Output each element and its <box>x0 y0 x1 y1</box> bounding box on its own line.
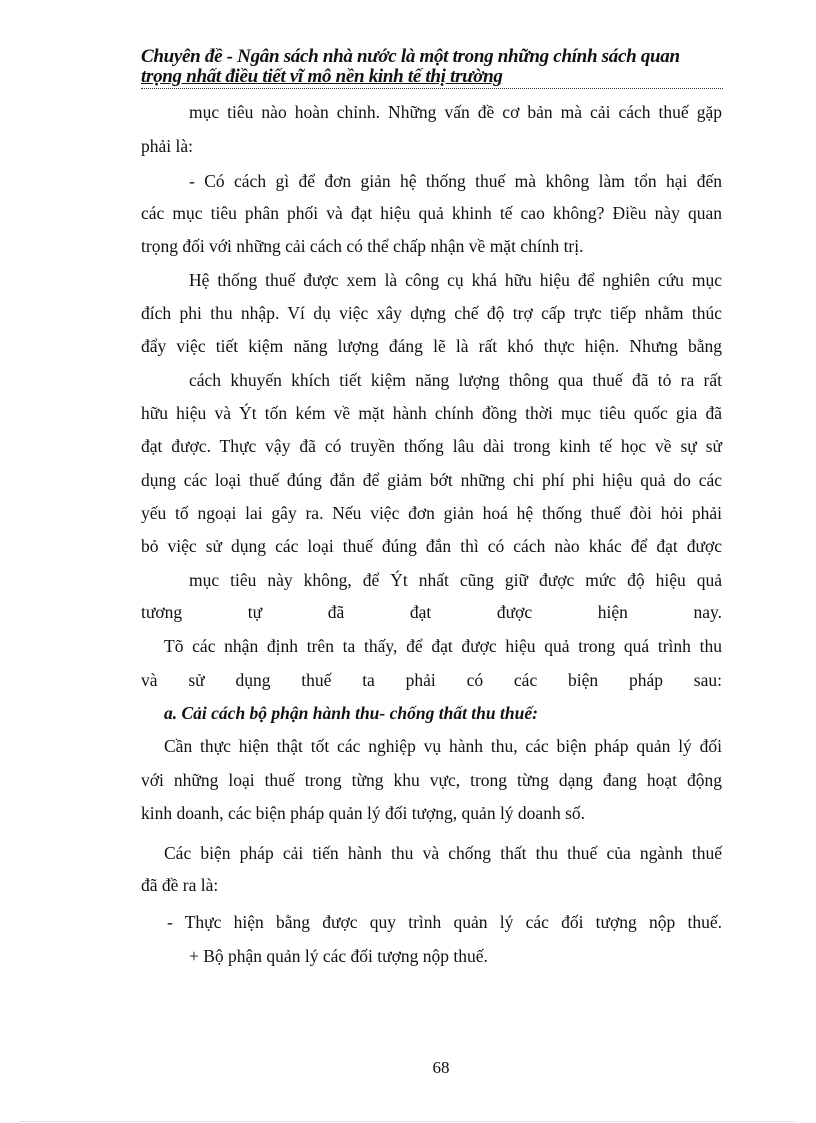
body-line: cách khuyến khích tiết kiệm năng lượng thông qua thuế đã tỏ ra rất <box>189 370 722 390</box>
body-line: tương tự đã đạt được hiện nay. <box>141 602 722 622</box>
body-line: đạt được. Thực vậy đã có truyền thống lâu dài trong kinh tế học về sự sử <box>141 436 722 456</box>
body-line: các mục tiêu phân phối và đạt hiệu quả khinh tế cao không? Điều này quan <box>141 203 722 223</box>
body-line: Cần thực hiện thật tốt các nghiệp vụ hành thu, các biện pháp quản lý đối <box>164 736 722 756</box>
header-title-line-2: trọng nhất điều tiết vĩ mô nền kinh tế thị trường <box>141 66 503 87</box>
body-line: mục tiêu nào hoàn chỉnh. Những vấn đề cơ bản mà cải cách thuế gặp <box>189 102 722 122</box>
body-line: đã đề ra là: <box>141 875 219 895</box>
body-line: kinh doanh, các biện pháp quản lý đối tượng, quản lý doanh số. <box>141 803 586 823</box>
list-item: - Thực hiện bằng được quy trình quản lý các đối tượng nộp thuế. <box>167 912 722 932</box>
body-line: đích phi thu nhập. Ví dụ việc xây dựng chế độ trợ cấp trực tiếp nhằm thúc <box>141 303 722 323</box>
body-line: với những loại thuế trong từng khu vực, trong từng dạng đang hoạt động <box>141 770 722 790</box>
page-number: 68 <box>432 1058 450 1077</box>
list-subitem: + Bộ phận quản lý các đối tượng nộp thuế. <box>189 946 488 966</box>
header-divider <box>141 88 723 89</box>
body-line: bỏ việc sử dụng các loại thuế đúng đắn thì có cách nào khác để đạt được <box>141 536 722 556</box>
body-line: phải là: <box>141 136 193 156</box>
body-line: trọng đối với những cải cách có thể chấp nhận về mặt chính trị. <box>141 236 584 256</box>
section-heading: a. Cải cách bộ phận hành thu- chống thất thu thuế: <box>164 703 538 723</box>
body-line: - Có cách gì để đơn giản hệ thống thuế mà không làm tổn hại đến <box>189 171 722 191</box>
body-line: mục tiêu này không, để Ýt nhất cũng giữ được mức độ hiệu quả <box>189 570 722 590</box>
body-line: đẩy việc tiết kiệm năng lượng đáng lẽ là rất khó thực hiện. Nhưng bằng <box>141 336 722 356</box>
body-line: Hệ thống thuế được xem là công cụ khá hữu hiệu để nghiên cứu mục <box>189 270 722 290</box>
body-line: hữu hiệu và Ýt tốn kém về mặt hành chính đồng thời mục tiêu quốc gia đã <box>141 403 722 423</box>
header-title-line-1: Chuyên đề - Ngân sách nhà nước là một trong những chính sách quan <box>141 46 680 67</box>
body-line: yếu tố ngoại lai gây ra. Nếu việc đơn giản hoá hệ thống thuế đòi hỏi phải <box>141 503 722 523</box>
body-line: Các biện pháp cải tiến hành thu và chống thất thu thuế của ngành thuế <box>164 843 722 863</box>
running-header <box>141 47 723 87</box>
body-line: dụng các loại thuế đúng đắn để giảm bớt những chi phí phi hiệu quả do các <box>141 470 722 490</box>
body-line: và sử dụng thuế ta phải có các biện pháp sau: <box>141 670 722 690</box>
body-line: Tõ các nhận định trên ta thấy, để đạt được hiệu quả trong quá trình thu <box>164 636 722 656</box>
page-bottom-divider <box>20 1121 796 1122</box>
